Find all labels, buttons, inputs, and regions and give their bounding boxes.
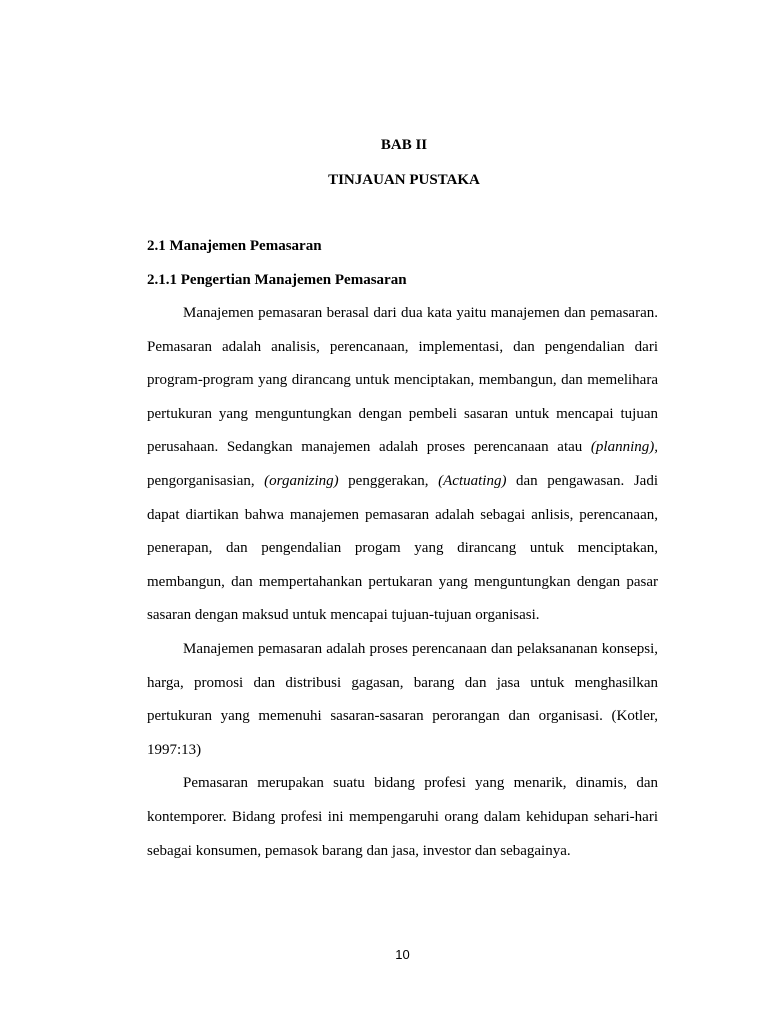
p1-text-d: dan pengawasan. Jadi dapat diartikan bahwa manajemen pemasaran adalah sebagai anlisis, perencanaan, penerapan, dan pengendalian progam yang dirancang untuk menciptakan, membangun, dan mempertahankan pertukaran yang menguntungkan dengan pasar sasaran dengan maksud untuk mencapai tujuan-tujuan organisasi. xyxy=(147,472,658,624)
paragraph-3: Pemasaran merupakan suatu bidang profesi yang menarik, dinamis, dan kontemporer. Bidang profesi ini mempengaruhi orang dalam kehidupan sehari-hari sebagai konsumen, pemasok barang dan jasa, investor dan sebagainya. xyxy=(147,775,658,859)
body-text xyxy=(147,297,658,868)
p1-text-b: pengorganisasian, xyxy=(147,472,265,489)
p1-text-a: Manajemen pemasaran berasal dari dua kata yaitu manajemen dan pemasaran. Pemasaran adalah analisis, perencanaan, implementasi, dan pengendalian dari program-program yang dirancang untuk menciptakan, membangun, dan memelihara pertukuran yang menguntungkan dengan pembeli sasaran untuk mencapai tujuan perusahaan. Sedangkan manajemen adalah proses perencanaan atau xyxy=(147,305,658,456)
p1-italic-organizing: (organizing) xyxy=(264,472,339,489)
paragraph-1 xyxy=(147,297,658,633)
page-number: 10 xyxy=(395,947,410,962)
chapter-number: BAB II xyxy=(380,137,428,153)
p1-italic-planning: (planning), xyxy=(590,439,658,456)
p1-italic-actuating: (Actuating) xyxy=(438,472,507,489)
paragraph-2: Manajemen pemasaran adalah proses perencanaan dan pelaksananan konsepsi, harga, promosi dan distribusi gagasan, barang dan jasa untuk menghasilkan pertukuran yang memenuhi sasaran-sasaran perorangan dan organisasi. (Kotler, 1997:13) xyxy=(147,640,658,758)
section-heading: 2.1 Manajemen Pemasaran xyxy=(147,238,322,254)
p1-text-c: penggerakan, xyxy=(338,472,439,489)
chapter-title: TINJAUAN PUSTAKA xyxy=(328,172,480,188)
subsection-heading: 2.1.1 Pengertian Manajemen Pemasaran xyxy=(147,272,407,288)
